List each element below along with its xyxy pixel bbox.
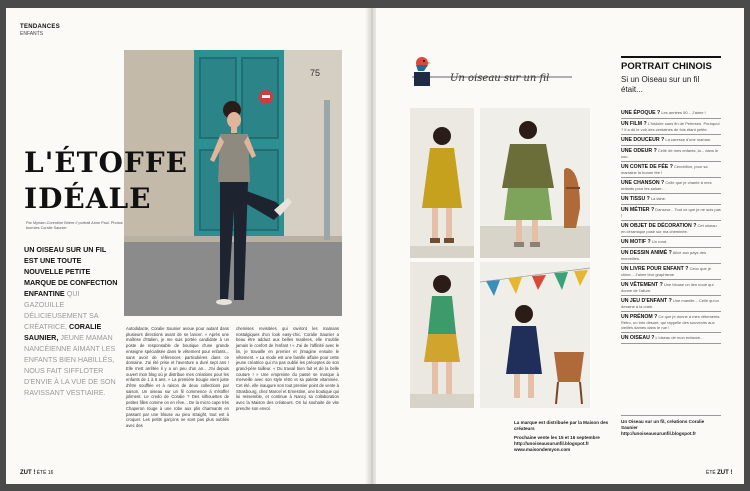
girl-navy-dress-illustration [480,262,590,408]
door-number: 75 [310,68,321,78]
qa-question: UN PRÉNOM ? [621,314,658,320]
qa-question: UN LIVRE POUR ENFANT ? [621,266,689,272]
lede-bold-2: CORALIE SAUNIER, [24,322,102,342]
qa-answer: Les années 50... J'aime ! [660,110,706,115]
section-label: TENDANCES [20,24,61,30]
next-sale-line: Prochaine vente les 15 et 16 septembre [514,435,600,440]
portrait-subheading: Si un Oiseau sur un fil était... [621,75,700,94]
qa-item [621,280,721,296]
lede-mid: QUI GAZOUILLE DÉLICIEUSEMENT SA CRÉATRICE, [24,289,99,331]
qa-question: UN MÉTIER ? [621,207,655,213]
qa-answer: Alice aux pays des merveilles. [621,250,707,261]
body-column-2: chemises revisitées qui raviront les mamans nostalgiques d'un look easy-chic. Coralie Saunier a beau être adduct aux belles matières, elle n'oublie jamais le confort de l'enfant ! « J'ai de l'affinité avec le lin, je travaille en premier et j'imagine ensuite le vêtement. » La mode est une famille affaire pour cette jeune créatrice qui n'a pas oublié les préceptes de son grand-père tailleur. « Du travail bien fait et de la belle couture ! » Une empreinte du passé se marque à merveille avec son style rétro et sa palette vitaminée. Cet été, elle inaugure son tout premier point de vente à Strasbourg, chez Marcel et Ernestine, une boutique qui lui ressemble, et continue à Nancy sa collaboration avec la Maison des créateurs. On lui souhaite de vite prendre son envol. [236,326,339,411]
distribution-note [514,420,622,453]
qa-answer: Celle de mes enfants, la... dans le cou. [621,148,719,159]
qa-item [621,221,721,237]
brand-note [621,415,721,437]
qa-question: UN DESSIN ANIMÉ ? [621,250,672,256]
lede-bold-1: UN OISEAU SUR UN FIL EST UNE TOUTE NOUVELLE PETITE MARQUE DE CONFECTION ENFANTINE [24,245,118,298]
qa-answer: Une marelle... Celle qu'on dessine à la craie. [621,298,719,309]
qa-item [621,135,721,146]
brand-credit-line: Un Oiseau sur un fil, créations Coralie Saunier [621,419,705,430]
qa-list [621,108,721,344]
qa-question: UNE DOUCEUR ? [621,137,665,143]
qa-answer: Ceux que je chine... J'aime leur graphisme. [621,266,711,277]
qa-answer: Un rond. [650,239,668,244]
qa-answer: Une blouse un lien noué qui donne de l'allure. [621,282,714,293]
body-column-1: Autodidacte, Coralie Saunier avoue pour autant dans plusieurs directions avant de se lancer. « Après une maîtrise d'Italien, je me suis portée candidate à un poste de responsable de boutique d'une grande enseigne spécialisée dans le vêtement pour enfants... sans avoir de références particulières dans ce domaine. J'ai été prise et l'aventure a duré sept ans ! Elle s'est arrêtée il y a un peu d'un an... J'ai depuis ouvert mon blog où je distribue mes créations pour les enfants de 1 à 6 ans. » La première bougie vient juste d'être soufflée et à raison de deux collections par saison, Un oiseau sur un fil commence à s'étoffer joliment. Le credo de Coralie ? Des silhouettes de petites filles comme on en rêve... De la micro cape très Chaperon rouge à une robe aux plis charmants en passant par une blouse au pieu straight, tout est à croquer. Les petits garçons ne sont pas plus oubliés avec des [126,326,229,428]
photo-girl-yellow-dress [410,108,474,258]
qa-question: UNE CHANSON ? [621,180,665,186]
qa-item [621,333,721,344]
left-footer [20,470,53,476]
maison-link[interactable]: www.maisondemyon.com [514,447,571,452]
qa-answer: Cendrillon, pour sa marraine la bonne fée ! [621,164,708,175]
qa-item [621,162,721,178]
qa-answer: Ce que je donne à mes vêtements. Rétro, un brin désuet, qui rappelle des souvenirs aux vieilles dames dans le rue ! [621,314,721,330]
lede-end: JEUNE MAMAN NANCÉIENNE AIMANT LES ENFANTS BIEN HABILLÉS, NOUS FAIT SIFFLOTER D'ENVIE À LA VUE DE SON RAVISSANT VESTIAIRE. [24,333,116,397]
portrait-heading: PORTRAIT CHINOIS [621,56,721,72]
qa-question: UNE ÉPOQUE ? [621,110,661,116]
qa-answer: Danseur... Tout ce que je ne suis pas ! [621,207,721,218]
qa-item [621,108,721,119]
qa-answer: Celle que je chante à mes enfants pour les saluer... [621,180,712,191]
girl-yellow-dress-illustration [410,108,474,258]
footer-mag-name: ZUT ! [20,470,36,476]
qa-item [621,119,721,135]
girl-green-top-illustration [410,262,474,408]
qa-question: UN CONTE DE FÉE ? [621,164,673,170]
qa-answer: L'oiseau de mon enfance... [654,335,704,340]
qa-item [621,205,721,221]
qa-item [621,178,721,194]
qa-answer: La caresse d'une maman. [664,137,712,142]
qa-item [621,237,721,248]
qa-answer: Cet oiseau en céramique posé sur ma cheminée. [621,223,717,234]
photo-girl-cape [480,108,590,258]
lede-paragraph [24,244,120,398]
footer-issue-right: ÉTÉ [706,470,716,476]
photo-credit: Par Myriam-Corentine Brière // portrait Anne Paul. Photos fournies Coralie Saunier [26,221,123,230]
photo-girl-green-top [410,262,474,408]
footer-issue: ÉTÉ 16 [36,470,54,476]
brand-logo-text: Un oiseau sur un fil [450,73,550,84]
article-title [24,145,188,217]
distribution-line: La marque est distribuée par la Maison des créateurs [514,420,609,431]
blog-link[interactable]: http://unoiseausurunfil.blogspot.fr [514,441,590,446]
footer-mag-name-right: ZUT ! [717,470,733,476]
qa-question: UN VÊTEMENT ? [621,282,663,288]
qa-item [621,248,721,264]
photo-girl-navy-dress [480,262,590,408]
qa-question: UN JEU D'ENFANT ? [621,298,672,304]
qa-question: UN FILM ? [621,121,647,127]
qa-question: UN OISEAU ? [621,335,655,341]
qa-question: UN MOTIF ? [621,239,651,245]
qa-item [621,312,721,333]
qa-item [621,264,721,280]
title-line-1: L'ÉTOFFE [24,146,188,179]
qa-answer: La laine. [649,196,667,201]
left-page [6,8,371,484]
right-footer [706,470,732,476]
title-line-2: IDÉALE [24,182,152,215]
qa-item [621,146,721,162]
qa-item [621,194,721,205]
qa-question: UN TISSU ? [621,196,650,202]
girl-cape-illustration [480,108,590,258]
qa-question: UNE ODEUR ? [621,148,657,154]
qa-answer: L'histoire sans fin de Petersen. Pourquoi ? Il a dû le voir des centaines de fois étant petite. [621,121,720,132]
brand-blog-link[interactable]: http://unoiseausurunfil.blogspot.fr [621,431,697,436]
qa-item [621,296,721,312]
qa-question: UN OBJET DE DÉCORATION ? [621,223,697,229]
subsection-label: ENFANTS [20,31,44,37]
right-page [376,8,744,484]
